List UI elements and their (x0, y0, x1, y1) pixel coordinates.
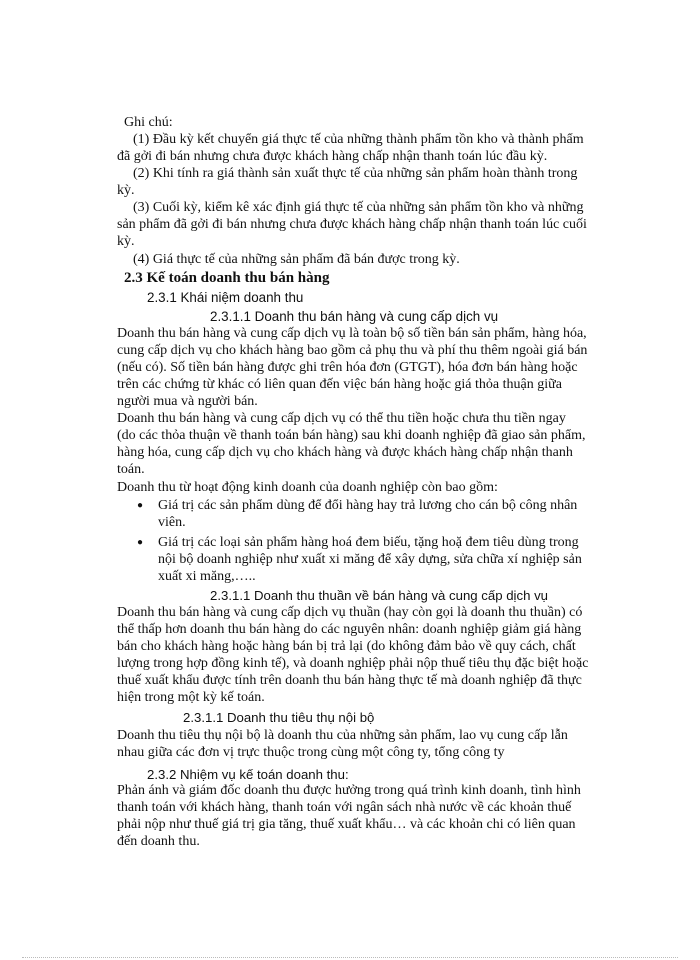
para2-line-3: hàng hóa, cung cấp dịch vụ cho khách hàng và được khách hàng chấp nhận thanh (117, 445, 573, 460)
para4-line-3: bán cho khách hàng hoặc hàng bán bị trả lại (do không đảm bảo về quy cách, chất (117, 639, 576, 654)
para2-line-1: Doanh thu bán hàng và cung cấp dịch vụ có thể thu tiền hoặc chưa thu tiền ngay (117, 411, 566, 426)
section-heading: 2.3 Kế toán doanh thu bán hàng (124, 270, 330, 286)
para3: Doanh thu từ hoạt động kinh doanh của doanh nghiệp còn bao gồm: (117, 480, 498, 495)
bullet-1-line-2: viên. (158, 515, 186, 530)
note-item-3-line-3: kỳ. (117, 234, 135, 249)
note-item-4-line-1: (4) Giá thực tế của những sản phẩm đã bán được trong kỳ. (133, 252, 460, 267)
para1-line-4: trên các chứng từ khác có liên quan đến việc bán hàng hoặc giá thỏa thuận giữa (117, 377, 562, 392)
note-item-1-line-1: (1) Đầu kỳ kết chuyển giá thực tế của những thành phẩm tồn kho và thành phẩm (133, 132, 584, 147)
para4-line-1: Doanh thu bán hàng và cung cấp dịch vụ thuần (hay còn gọi là doanh thu thuần) có (117, 605, 583, 620)
bullet-2-line-2: nội bộ doanh nghiệp như xuất xi măng để xây dựng, sửa chữa xí nghiệp sản (158, 552, 582, 567)
para1-line-1: Doanh thu bán hàng và cung cấp dịch vụ là toàn bộ số tiền bán sản phẩm, hàng hóa, (117, 326, 587, 341)
note-item-2-line-1: (2) Khi tính ra giá thành sản xuất thực tế của những sản phẩm hoàn thành trong (133, 166, 578, 181)
para5-line-2: nhau giữa các đơn vị trực thuộc trong cùng một công ty, tổng công ty (117, 745, 505, 760)
para4-line-6: hiện trong một kỳ kế toán. (117, 690, 265, 705)
bullet-icon: ● (137, 537, 144, 548)
subheading-2-3-1-1: 2.3.1.1 Doanh thu bán hàng và cung cấp dịch vụ (210, 309, 499, 324)
para6-line-4: đến doanh thu. (117, 834, 200, 849)
para4-line-4: lượng trong hợp đồng kinh tế), và doanh nghiệp phải nộp thuế tiêu thụ đặc biệt hoặc (117, 656, 589, 671)
para2-line-4: toán. (117, 462, 145, 477)
para1-line-3: (nếu có). Số tiền bán hàng được ghi trên hóa đơn (GTGT), hóa đơn bán hàng hoặc (117, 360, 578, 375)
bullet-2-line-3: xuất xi măng,….. (158, 569, 256, 584)
note-item-3-line-2: sản phẩm đã gởi đi bán nhưng chưa được khách hàng chấp nhận thanh toán lúc cuối (117, 217, 587, 232)
para6-line-3: phải nộp như thuế giá trị gia tăng, thuế xuất khẩu… và các khoản chi có liên quan (117, 817, 576, 832)
subheading-2-3-1-2: 2.3.1.1 Doanh thu thuần về bán hàng và cung cấp dịch vụ (210, 588, 549, 603)
para4-line-5: thuế xuất khẩu được tính trên doanh thu bán hàng thực tế mà doanh nghiệp đã thực (117, 673, 582, 688)
note-heading: Ghi chú: (124, 115, 173, 130)
para5-line-1: Doanh thu tiêu thụ nội bộ là doanh thu của những sản phẩm, lao vụ cung cấp lẫn (117, 728, 568, 743)
para4-line-2: thể thấp hơn doanh thu bán hàng do các nguyên nhân: doanh nghiệp giảm giá hàng (117, 622, 582, 637)
bullet-icon: ● (137, 500, 144, 511)
bullet-2-line-1: Giá trị các loại sản phẩm hàng hoá đem biếu, tặng hoặ đem tiêu dùng trong (158, 535, 579, 550)
bullet-1-line-1: Giá trị các sản phẩm dùng để đổi hàng hay trả lương cho cán bộ công nhân (158, 498, 578, 513)
subheading-2-3-1: 2.3.1 Khái niệm doanh thu (147, 290, 304, 305)
subheading-2-3-1-3: 2.3.1.1 Doanh thu tiêu thụ nội bộ (183, 710, 375, 725)
para2-line-2: (do các thỏa thuận về thanh toán bán hàng) sau khi doanh nghiệp đã giao sản phẩm, (117, 428, 586, 443)
para6-line-1: Phản ánh và giám đốc doanh thu được hưởng trong quá trình kinh doanh, tình hình (117, 783, 581, 798)
note-item-1-line-2: đã gởi đi bán nhưng chưa được khách hàng chấp nhận thanh toán lúc đầu kỳ. (117, 149, 548, 164)
page-bottom-divider (22, 957, 678, 958)
para1-line-2: cung cấp dịch vụ cho khách hàng bao gồm cả phụ thu và phí thu thêm ngoài giá bán (117, 343, 588, 358)
para6-line-2: thanh toán với khách hàng, thanh toán với ngân sách nhà nước về các khoản thuế (117, 800, 572, 815)
para1-line-5: người mua và người bán. (117, 394, 258, 409)
note-item-3-line-1: (3) Cuối kỳ, kiểm kê xác định giá thực tế của những sản phẩm tồn kho và những (133, 200, 584, 215)
note-item-2-line-2: kỳ. (117, 183, 135, 198)
subheading-2-3-2: 2.3.2 Nhiệm vụ kế toán doanh thu: (147, 767, 349, 782)
